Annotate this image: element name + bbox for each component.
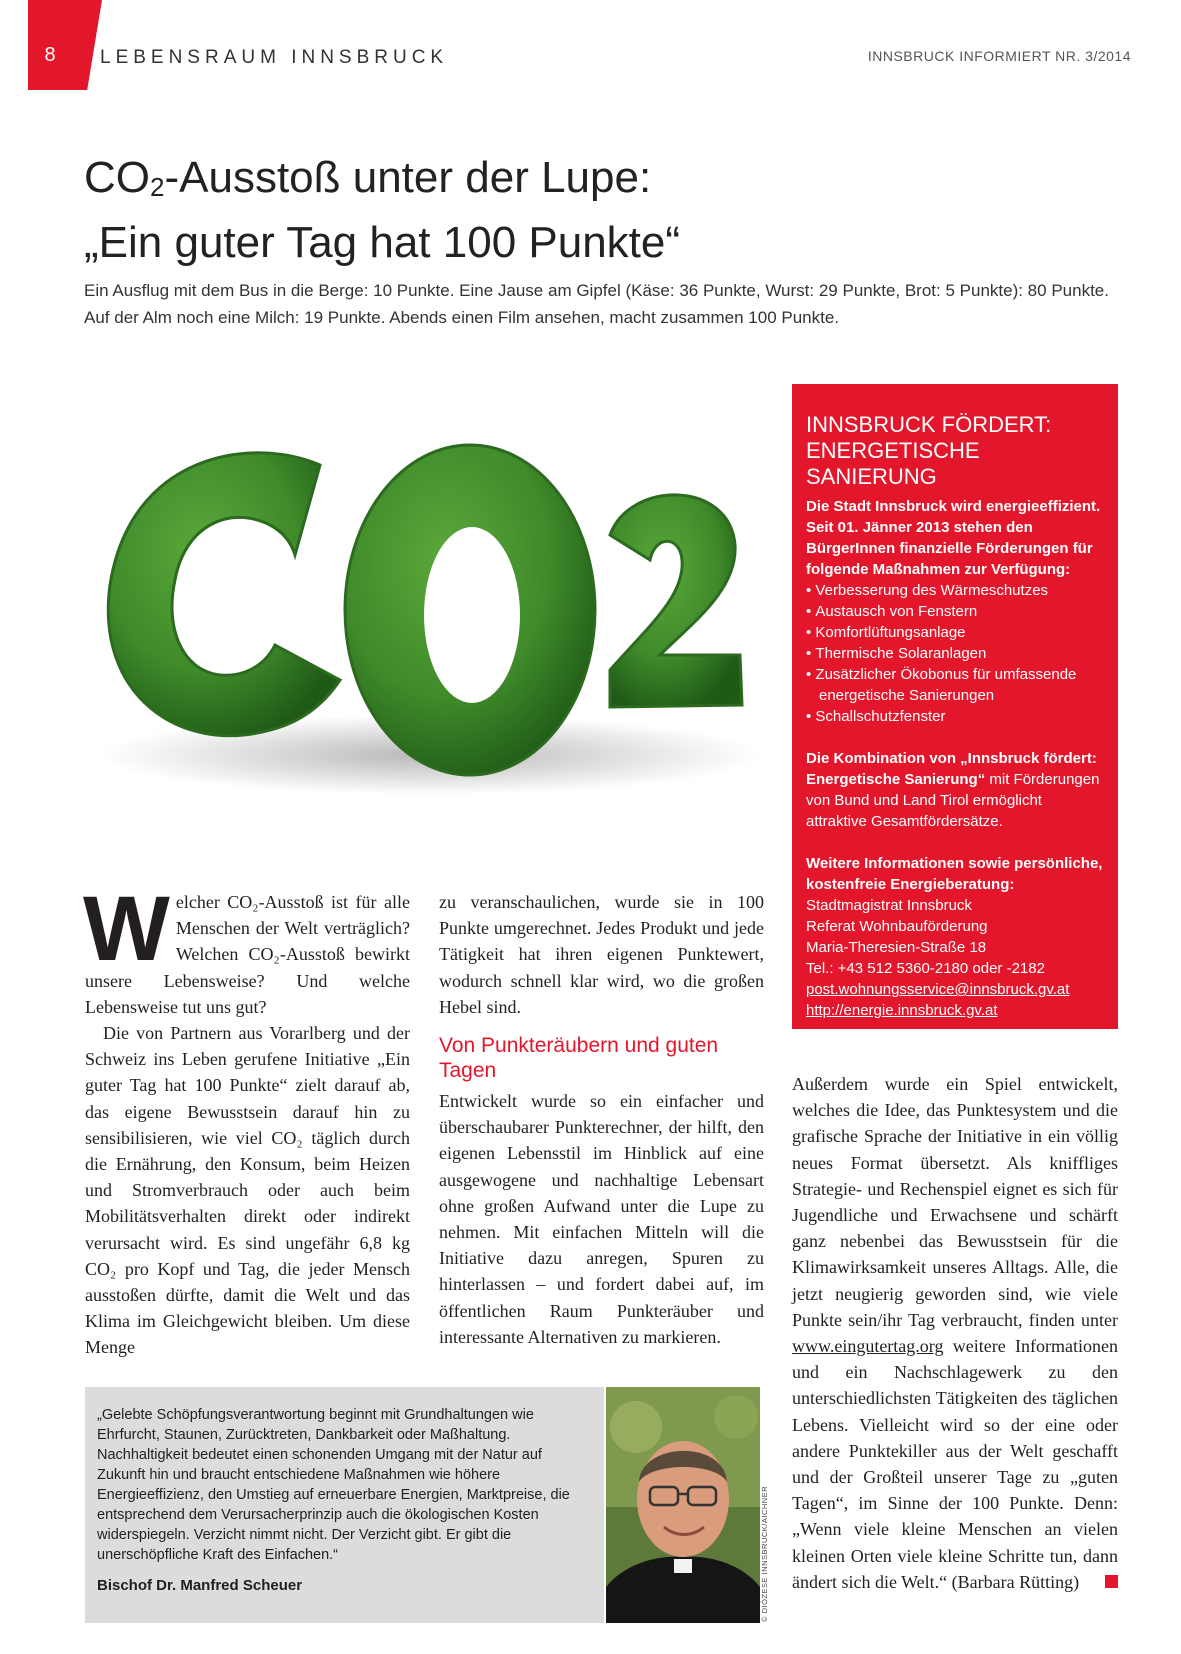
paragraph-5-start: Außerdem wurde ein Spiel entwickelt, welches die Idee, das Punktesystem und die grafische Sprache der Initiative in ein völlig neues Format übersetzt. Als kniffliges Strategie- und Rechenspiel eignet es sich für Jugendliche und Erwachsene und schärft ganz nebenbei das Bewusstsein für die Klimawirksamkeit unseres Alltags. Alle, die jetzt neugierig geworden sind, wie viele Punkte sein/ihr Tag verbraucht, finden unter (792, 1074, 1118, 1330)
title-line2: „Ein guter Tag hat 100 Punkte“ (84, 218, 681, 267)
quote-author: Bischof Dr. Manfred Scheuer (97, 1577, 303, 1594)
list-item: • Verbesserung des Wärmeschutzes (806, 580, 1104, 601)
energy-website-link[interactable]: http://energie.innsbruck.gv.at (806, 1002, 998, 1019)
digit-2 (610, 495, 742, 707)
list-item: • Thermische Solaranlagen (806, 643, 1104, 664)
list-item: • Komfortlüftungsanlage (806, 622, 1104, 643)
quote-box (85, 1387, 604, 1623)
page-number: 8 (44, 44, 56, 66)
body-column-2 (439, 889, 764, 1350)
article-lead: Ein Ausflug mit dem Bus in die Berge: 10 Punkte. Eine Jause am Gipfel (Käse: 36 Punkte, Wurst: 29 Punkte, Brot: 5 Punkte): 80 Punkte. Auf der Alm noch eine Milch: 19 Punkte. Abends einen Film ansehen, macht zusammen 100 Punkte. (84, 281, 1109, 327)
paragraph-3: zu veranschaulichen, wurde sie in 100 Punkte umgerechnet. Jedes Produkt und jede Tätigkeit hat ihren eigenen Punktewert, wodurch schnell klar wird, wo die großen Hebel sind. (439, 892, 764, 1017)
section-heading: LEBENSRAUM INNSBRUCK (100, 47, 449, 68)
article-end-mark (1105, 1575, 1118, 1588)
photo-credit: © DIÖZESE INNSBRUCK/AICHNER (760, 1485, 769, 1622)
paragraph-5-end: weitere Informationen und ein Nachschlagewerk zu den unterschiedlichsten Tätigkeiten des täglichen Lebens. Vielleicht wird so der eine oder andere Punktekiller aus der Welt geschafft und der Großteil unserer Tage zu „guten Tagen“, im Sinne der 100 Punkte. Denn: „Wenn viele kleine Menschen an vielen kleinen Orten viele kleine Schritte tun, dann ändert sich die Welt.“ (Barbara Rütting) (792, 1336, 1118, 1592)
combination-bold: Die Kombination von „Innsbruck fördert: Energetische Sanierung“ (806, 750, 1097, 788)
paragraph-1-text: elcher CO₂-Ausstoß ist für alle Menschen der Welt verträglich? Welchen CO₂-Ausstoß bewirkt unsere Lebensweise? Und welche Lebensweise tut uns gut? (85, 892, 410, 1017)
infobox-more-info: Weitere Informationen sowie persönliche, kostenfreie Energieberatung: (806, 855, 1103, 893)
paragraph-4: Entwickelt wurde so ein einfacher und überschaubarer Punkterechner, der hilft, den eigenen Lebensstil im Hinblick auf eine ausgewogene und nachhaltige Lebensart ohne großen Aufwand unter die Lupe zu nehmen. Mit einfachen Mitteln will die Initiative dazu anregen, Spuren zu hinterlassen – und fordert dabei auf, im öffentlichen Raum Punkteräuber und interessante Alternativen zu markieren. (439, 1091, 764, 1347)
subheading: Von Punkteräubern und guten Tagen (439, 1034, 719, 1083)
infobox-combination (806, 748, 1104, 832)
letter-c (108, 453, 340, 736)
eingutertag-link[interactable]: www.eingutertag.org (792, 1336, 944, 1357)
contact-line: Referat Wohnbauförderung (806, 918, 988, 935)
article-title (84, 150, 1084, 271)
drop-cap: W (83, 878, 170, 980)
letter-o-hole (424, 527, 520, 703)
title-co: CO (84, 153, 150, 202)
paragraph-5 (792, 1071, 1118, 1595)
combination-rest: mit Förderungen von Bund und Land Tirol ermöglicht attraktive Gesamtfördersätze. (806, 771, 1100, 830)
body-column-3 (792, 1071, 1118, 1595)
body-column-1 (83, 878, 410, 1361)
contact-line: Stadtmagistrat Innsbruck (806, 897, 972, 914)
infobox-title: INNSBRUCK FÖRDERT: ENERGETISCHE SANIERUNG (806, 412, 1052, 489)
bishop-portrait-photo (606, 1387, 760, 1623)
title-subscript: 2 (150, 172, 165, 202)
list-item: • Austausch von Fenstern (806, 601, 1104, 622)
list-item: • Zusätzlicher Ökobonus für umfassende energetische Sanierungen (806, 664, 1104, 706)
contact-line: Tel.: +43 512 5360-2180 oder -2182 (806, 960, 1045, 977)
infobox-intro: Die Stadt Innsbruck wird energieeffizient. Seit 01. Jänner 2013 stehen den BürgerInnen finanzielle Förderungen für folgende Maßnahmen zur Verfügung: (806, 498, 1101, 578)
contact-line: Maria-Theresien-Straße 18 (806, 939, 987, 956)
quote-text: „Gelebte Schöpfungsverantwortung beginnt mit Grundhaltungen wie Ehrfurcht, Staunen, Zurücktreten, Dankbarkeit oder Maßhaltung. Nachhaltigkeit bedeutet einen schonenden Umgang mit der Natur auf Zukunft hin und braucht entschiedene Maßnahmen wie höhere Energieeffizienz, den Umstieg auf erneuerbare Energien, Marktpreise, die entsprechend dem Verursacherprinzip auch die ökologischen Kosten widerspiegeln. Verzicht nimmt nicht. Der Verzicht gibt. Er gibt die unerschöpfliche Kraft des Einfachen.“ (97, 1407, 570, 1563)
email-link[interactable]: post.wohnungsservice@innsbruck.gv.at (806, 981, 1070, 998)
paragraph-2: Die von Partnern aus Vorarlberg und der Schweiz ins Leben gerufene Initiative „Ein guter Tag hat 100 Punkte“ zielt darauf ab, das eigene Bewusstsein darauf hin zu sensibilisieren, wie viel CO₂ täglich durch die Ernährung, den Konsum, beim Heizen und Stromverbrauch oder auch beim Mobilitätsverhalten direkt oder indirekt verursacht wird. Es sind ungefähr 6,8 kg CO₂ pro Kopf und Tag, die jeder Mensch ausstoßen dürfte, damit die Welt und das Klima im Gleichgewicht bleiben. Um diese Menge (85, 1023, 410, 1358)
paragraph-intro (83, 878, 410, 1020)
issue-label: INNSBRUCK INFORMIERT NR. 3/2014 (867, 48, 1131, 64)
co2-grass-graphic (70, 395, 770, 825)
list-item: • Schallschutzfenster (806, 706, 1104, 727)
funding-info-box (792, 384, 1118, 1029)
title-line1-rest: -Ausstoß unter der Lupe: (164, 153, 652, 202)
funding-measures-list (806, 580, 1104, 727)
